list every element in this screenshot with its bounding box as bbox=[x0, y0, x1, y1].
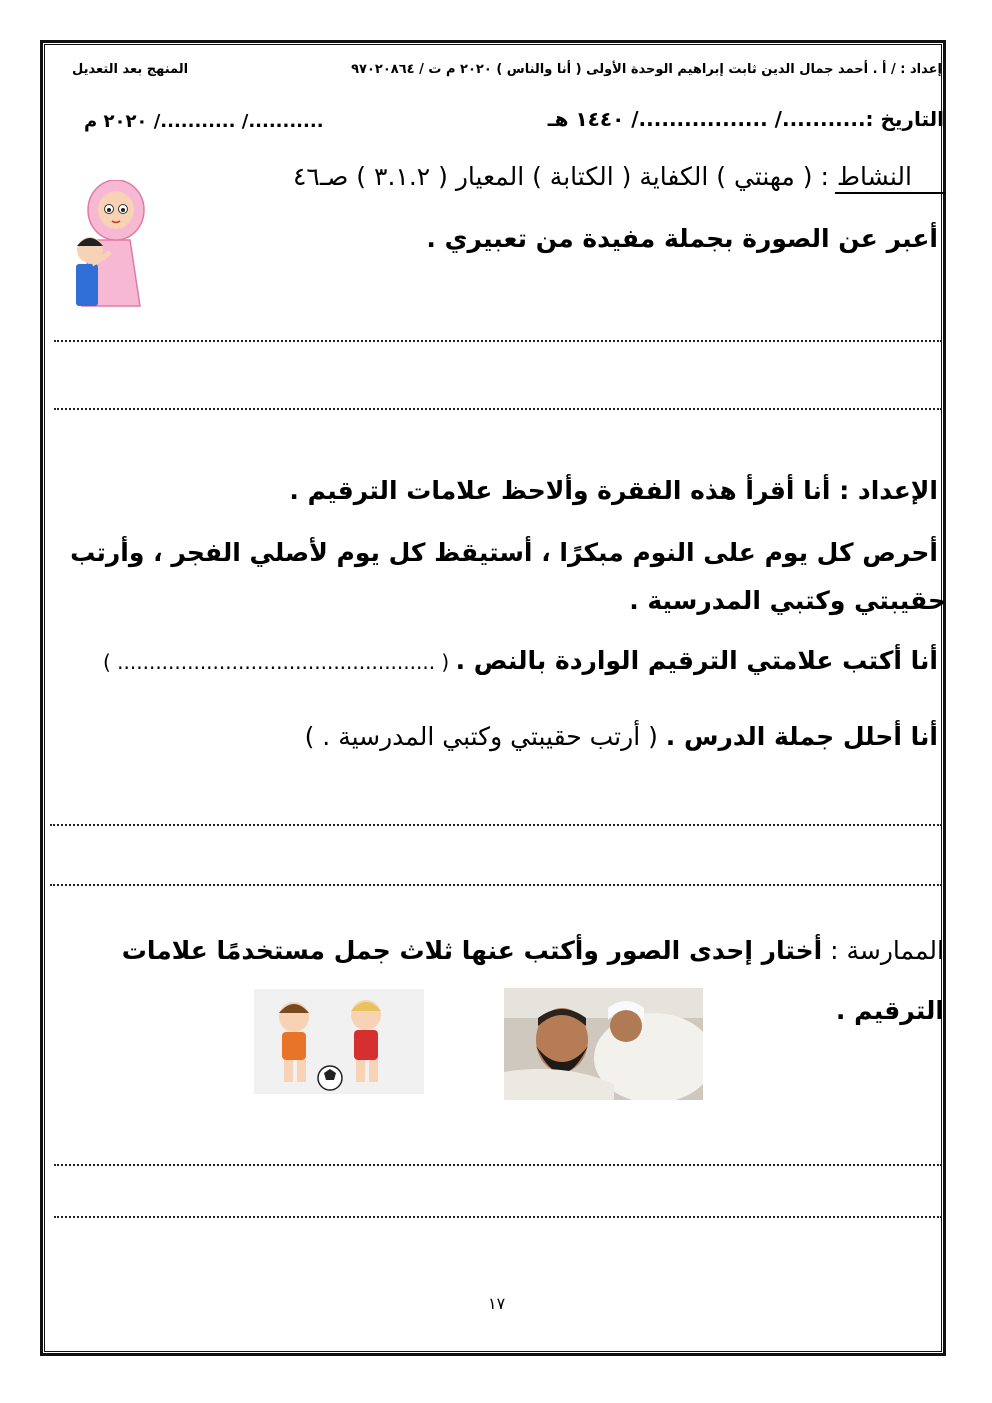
task-punctuation-blank[interactable]: ( .................................................. ) bbox=[103, 650, 456, 674]
answer-line[interactable] bbox=[54, 340, 942, 342]
task-punctuation-label: أنا أكتب علامتي الترقيم الواردة بالنص . bbox=[455, 646, 938, 675]
header-author-info: إعداد : / أ . أحمد جمال الدين ثابت إبراهيم الوحدة الأولى ( أنا والناس ) ٢٠٢٠ م ت / ٩٧٠٢٠٨٦٤ bbox=[351, 62, 942, 77]
answer-line[interactable] bbox=[50, 884, 942, 886]
answer-line[interactable] bbox=[54, 1164, 942, 1166]
task-analyze-sentence bbox=[305, 722, 938, 751]
practice-instruction-line-2: الترقيم . bbox=[835, 996, 944, 1025]
girl-hugging-boy-illustration bbox=[72, 180, 152, 310]
answer-line[interactable] bbox=[50, 824, 942, 826]
task-analyze-label: أنا أحلل جملة الدرس . bbox=[665, 722, 938, 751]
task-punctuation bbox=[103, 646, 938, 675]
activity-instruction: أعبر عن الصورة بجملة مفيدة من تعبيري . bbox=[426, 224, 938, 253]
activity-title-underline bbox=[835, 192, 945, 194]
paragraph-line-1: أحرص كل يوم على النوم مبكرًا ، أستيقظ كل يوم لأصلي الفجر ، وأرتب bbox=[70, 538, 938, 567]
hijri-date: التاريخ :.........../ ................./ ١٤٤٠ هـ bbox=[547, 107, 944, 131]
man-carrying-mother-photo[interactable] bbox=[504, 988, 703, 1100]
header-left-label: المنهج بعد التعديل bbox=[72, 62, 189, 77]
answer-line[interactable] bbox=[54, 408, 942, 410]
task-analyze-sentence-text: ( أرتب حقيبتي وكتبي المدرسية . ) bbox=[304, 722, 666, 751]
boys-playing-football-image[interactable] bbox=[254, 989, 424, 1094]
answer-line[interactable] bbox=[54, 1216, 942, 1218]
page-number: ١٧ bbox=[488, 1294, 506, 1313]
gregorian-date: .........../ .........../ ٢٠٢٠ م bbox=[84, 111, 324, 132]
practice-label: الممارسة : bbox=[822, 936, 944, 965]
activity-title: النشاط : ( مهنتي ) الكفاية ( الكتابة ) المعيار ( ٣.١.٢ ) صـ٤٦ bbox=[292, 162, 912, 191]
paragraph-line-2: حقيبتي وكتبي المدرسية . bbox=[629, 586, 946, 615]
practice-instruction bbox=[122, 936, 944, 965]
practice-instruction-text: أختار إحدى الصور وأكتب عنها ثلاث جمل مستخدمًا علامات bbox=[121, 936, 823, 965]
preparation-heading: الإعداد : أنا أقرأ هذه الفقرة وألاحظ علامات الترقيم . bbox=[289, 476, 938, 505]
